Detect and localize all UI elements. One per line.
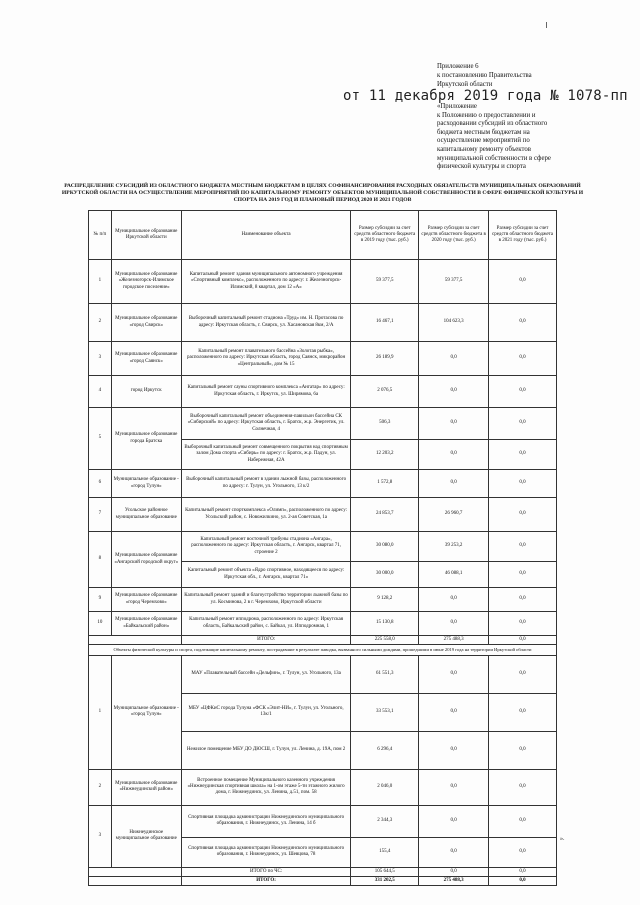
row-object: Капитальный ремонт здания муниципального автономного учреждения «Спортивный комплекс», расположенного по адресу: г. Железногорск-Илимский, 8 квартал, дом 12 «А» xyxy=(181,260,350,304)
row-2021: 0,0 xyxy=(489,408,557,440)
table-row xyxy=(89,588,557,612)
annex-ref-line: капитальному ремонту объектов xyxy=(437,145,531,153)
row-municipality: Муниципальное образование «Железногорск-Илимское городское поселение» xyxy=(111,260,181,304)
total-2021: 0,0 xyxy=(489,636,557,645)
table-row xyxy=(89,304,557,342)
row-2019: 30 000,0 xyxy=(351,562,419,588)
row-2020: 39 253,2 xyxy=(419,532,489,562)
row-2019: 1 572,8 xyxy=(351,470,419,498)
annex-ref-line: к Положению о предоставлении и xyxy=(437,111,536,119)
row-2019: 30 080,0 xyxy=(351,532,419,562)
row-2019: 26 189,9 xyxy=(351,342,419,376)
row-number: 9 xyxy=(89,588,112,612)
row-object: Выборочный капитальный ремонт в здании лыжной базы, расположенного по адресу: г. Тулун, ул. Угольного, 13 к/2 xyxy=(181,470,350,498)
annex-ref-line: расходовании субсидий из областного xyxy=(437,120,548,128)
row-number: 6 xyxy=(89,470,112,498)
row-municipality: Муниципальное образование - «город Тулун» xyxy=(111,655,181,769)
row-number: 2 xyxy=(89,769,112,805)
end-mark: ». xyxy=(560,836,565,842)
annex-line: к постановлению Правительства xyxy=(437,71,532,79)
row-2021: 0,0 xyxy=(489,470,557,498)
table-header-row xyxy=(89,211,557,260)
row-object: Капитальный ремонт объекта «Ядро спортивное, находящееся по адресу: Иркутская обл., г. Ангарск, квартал 71» xyxy=(181,562,350,588)
row-object: Встроенное помещение Муниципального казенного учреждения «Нижнеудинская спортивная школа» на 1-ом этаже 5-ти этажного жилого дома, г. Нижнеудинск, ул. Ленина, д.51, пом. 58 xyxy=(181,769,350,805)
total-2020: 275 488,3 xyxy=(419,877,489,886)
row-2020: 0,0 xyxy=(419,731,489,769)
row-2020: 0,0 xyxy=(419,440,489,470)
row-2021: 0,0 xyxy=(489,498,557,532)
row-object: Выборочный капитальный ремонт совмещенного покрытия над спортивным залом Дома спорта «Сибирь» по адресу: г. Братск, ж.р. Падун, ул. Набережная, 42А xyxy=(181,440,350,470)
table-body xyxy=(89,260,557,886)
empty-cell xyxy=(89,636,182,645)
row-2020: 0,0 xyxy=(419,837,489,867)
total-2019: 225 558,0 xyxy=(351,636,419,645)
row-number: 1 xyxy=(89,260,112,304)
table-row xyxy=(89,655,557,693)
row-number: 1 xyxy=(89,655,112,769)
total-2020: 0,0 xyxy=(419,867,489,876)
annex-line: Иркутской области xyxy=(437,80,493,88)
row-municipality: Муниципальное образование «Байкальский район» xyxy=(111,612,181,636)
row-municipality: Муниципальное образование города Братска xyxy=(111,408,181,470)
row-2020: 46 088,1 xyxy=(419,562,489,588)
row-number: 2 xyxy=(89,304,112,342)
row-2021: 0,0 xyxy=(489,655,557,693)
table-row xyxy=(89,805,557,837)
row-number: 7 xyxy=(89,498,112,532)
row-object: МАУ «Плавательный бассейн «Дельфин», г. Тулун, ул. Угольного, 13а xyxy=(181,655,350,693)
row-object: Спортивная площадка администрации Нижнеудинского муниципального образования, г. Нижнеудинск, ул. Шевцова, 78 xyxy=(181,837,350,867)
row-2019: 9 128,2 xyxy=(351,588,419,612)
row-object: Капитальный ремонт зданий и благоустройство территории лыжной базы по ул. Косминова, 2 в г. Черемхово, Иркутской области xyxy=(181,588,350,612)
annex-header xyxy=(437,63,617,89)
total-label: ИТОГО по ЧС: xyxy=(181,867,350,876)
table-row xyxy=(89,769,557,805)
row-municipality: Муниципальное образование «город Саянск» xyxy=(111,342,181,376)
table-row xyxy=(89,342,557,376)
row-2020: 0,0 xyxy=(419,769,489,805)
col-2019: Размер субсидии за счет средств областного бюджета в 2019 году (тыс. руб.) xyxy=(351,211,419,260)
row-object: Капитальный ремонт плавательного бассейна «Золотая рыбка», расположенного по адресу: Иркутская область, город Саянск, микрорайон «Центральный», дом № 15 xyxy=(181,342,350,376)
col-object: Наименование объекта xyxy=(181,211,350,260)
row-2019: 61 551,3 xyxy=(351,655,419,693)
row-2020: 0,0 xyxy=(419,342,489,376)
section-row xyxy=(89,645,557,656)
annex-ref-line: физической культуры и спорта xyxy=(437,163,526,171)
row-2021: 0,0 xyxy=(489,260,557,304)
row-number: 4 xyxy=(89,376,112,408)
col-municipality: Муниципальное образование Иркутской области xyxy=(111,211,181,260)
row-2021: 0,0 xyxy=(489,693,557,731)
subsidy-table xyxy=(88,210,557,886)
row-2020: 0,0 xyxy=(419,805,489,837)
row-2019: 12 203,2 xyxy=(351,440,419,470)
scan-mark xyxy=(546,22,547,28)
row-2020: 0,0 xyxy=(419,408,489,440)
row-municipality: Муниципальное образование «город Свирск» xyxy=(111,304,181,342)
annex-ref-line: бюджета местным бюджетам на xyxy=(437,128,530,136)
row-2021: 0,0 xyxy=(489,612,557,636)
row-2019: 24 853,7 xyxy=(351,498,419,532)
table-row xyxy=(89,470,557,498)
annex-line: Приложение 6 xyxy=(437,63,479,70)
row-2020: 0,0 xyxy=(419,470,489,498)
row-2020: 0,0 xyxy=(419,655,489,693)
total-row xyxy=(89,636,557,645)
row-2021: 0,0 xyxy=(489,376,557,408)
table-row xyxy=(89,612,557,636)
total-2019: 331 202,5 xyxy=(351,877,419,886)
row-2020: 0,0 xyxy=(419,693,489,731)
row-2021: 0,0 xyxy=(489,588,557,612)
total-2019: 105 644,5 xyxy=(351,867,419,876)
row-2021: 0,0 xyxy=(489,532,557,562)
total-2021: 0,0 xyxy=(489,867,557,876)
row-2021: 0,0 xyxy=(489,769,557,805)
row-object: Капитальный ремонт сауны спортивного комплекса «Ангатар» по адресу: Иркутская область, г. Иркутск, ул. Ширямова, 6а xyxy=(181,376,350,408)
row-object: МБУ «ЦФКиС города Тулуна «ФСК «Элит-НИ», г. Тулун, ул. Угольного, 13к/1 xyxy=(181,693,350,731)
total-2021: 0,0 xyxy=(489,877,557,886)
col-number: № п/п xyxy=(89,211,112,260)
section-note: Объекты физической культуры и спорта, подлежащие капитальному ремонту, пострадавшие в результате паводка, вызванного сильными дождями, прошедшими в июне 2019 года на территории Иркутской области xyxy=(89,645,557,656)
row-2019: 6 296,4 xyxy=(351,731,419,769)
row-2021: 0,0 xyxy=(489,304,557,342)
row-municipality: Нижнеудинское муниципальное образование xyxy=(111,805,181,867)
row-2019: 506,3 xyxy=(351,408,419,440)
row-2021: 0,0 xyxy=(489,440,557,470)
row-2020: 0,0 xyxy=(419,588,489,612)
row-2020: 104 623,3 xyxy=(419,304,489,342)
empty-cell xyxy=(89,867,182,876)
col-2021: Размер субсидии за счет средств областного бюджета в 2021 году (тыс. руб.) xyxy=(489,211,557,260)
table-row xyxy=(89,498,557,532)
row-object: Капитальный ремонт спорткомплекса «Олимп», расположенного по адресу: Усольский район, с. Новожилкино, ул. 2-ая Советская, 1а xyxy=(181,498,350,532)
table-row xyxy=(89,376,557,408)
document-title: РАСПРЕДЕЛЕНИЕ СУБСИДИЙ ИЗ ОБЛАСТНОГО БЮДЖЕТА МЕСТНЫМ БЮДЖЕТАМ В ЦЕЛЯХ СОФИНАНСИРОВАНИЯ РАСХОДНЫХ ОБЯЗАТЕЛЬСТВ МУНИЦИПАЛЬНЫХ ОБРАЗОВАНИЙ ИРКУТСКОЙ ОБЛАСТИ НА ОСУЩЕСТВЛЕНИЕ МЕРОПРИЯТИЙ ПО КАПИТАЛЬНОМУ РЕМОНТУ ОБЪЕКТОВ МУНИЦИПАЛЬНОЙ СОБСТВЕННОСТИ В СФЕРЕ ФИЗИЧЕСКОЙ КУЛЬТУРЫ И СПОРТА НА 2019 ГОД И ПЛАНОВЫЙ ПЕРИОД 2020 И 2021 ГОДОВ xyxy=(61,183,584,204)
row-object: Капитальный ремонт ипподрома, расположенного по адресу: Иркутская область, Байкальский район, с. Байкал, ул. Ипподромная, 1 xyxy=(181,612,350,636)
table-row xyxy=(89,408,557,440)
annex-reference xyxy=(437,103,617,172)
row-municipality: Муниципальное образование «Нижнеудинский район» xyxy=(111,769,181,805)
table-row xyxy=(89,260,557,304)
annex-ref-line: «Приложение xyxy=(437,103,477,110)
row-number: 8 xyxy=(89,532,112,588)
annex-ref-line: осуществление мероприятий по xyxy=(437,137,530,145)
row-2020: 0,0 xyxy=(419,376,489,408)
col-2020: Размер субсидии за счет средств областного бюджета в 2020 году (тыс. руб.) xyxy=(419,211,489,260)
total-label: ИТОГО: xyxy=(181,877,350,886)
row-municipality: Муниципальное образование «Ангарский городской округ» xyxy=(111,532,181,588)
row-2020: 0,0 xyxy=(419,612,489,636)
empty-cell xyxy=(89,877,182,886)
total-label: ИТОГО: xyxy=(181,636,350,645)
row-2019: 2 076,5 xyxy=(351,376,419,408)
row-2019: 59 377,5 xyxy=(351,260,419,304)
row-number: 10 xyxy=(89,612,112,636)
row-object: Нежилое помещение МБУ ДО ДЮСШ, г. Тулун, ул. Ленина, д. 19А, пом 2 xyxy=(181,731,350,769)
row-2019: 33 553,1 xyxy=(351,693,419,731)
row-object: Спортивная площадка администрации Нижнеудинского муниципального образования, г. Нижнеудинск, ул. Ленина, 14 б xyxy=(181,805,350,837)
row-number: 5 xyxy=(89,408,112,470)
row-2019: 16 467,1 xyxy=(351,304,419,342)
row-municipality: Муниципальное образование «город Черемхово» xyxy=(111,588,181,612)
total-2020: 275 488,3 xyxy=(419,636,489,645)
row-object: Выборочный капитальный ремонт объединения-павильон бассейна СК «Сибирский» по адресу: Иркутская область, г. Братск, ж.р. Энергетик, ул. Солнечная, 4 xyxy=(181,408,350,440)
row-object: Капитальный ремонт восточной трибуны стадиона «Ангара», расположенного по адресу: Иркутская область, г. Ангарск, квартал 71, строение 2 xyxy=(181,532,350,562)
row-number: 3 xyxy=(89,805,112,867)
row-2021: 0,0 xyxy=(489,562,557,588)
row-2019: 2 344,3 xyxy=(351,805,419,837)
row-2021: 0,0 xyxy=(489,805,557,837)
row-number: 3 xyxy=(89,342,112,376)
table-row xyxy=(89,532,557,562)
row-municipality: город Иркутск xyxy=(111,376,181,408)
row-2019: 15 130,8 xyxy=(351,612,419,636)
total-row xyxy=(89,877,557,886)
row-2019: 2 046,0 xyxy=(351,769,419,805)
row-2021: 0,0 xyxy=(489,731,557,769)
row-2020: 26 960,7 xyxy=(419,498,489,532)
row-2021: 0,0 xyxy=(489,342,557,376)
row-municipality: Усольское районное муниципальное образование xyxy=(111,498,181,532)
registration-stamp: от 11 декабря 2019 года № 1078-пп xyxy=(343,88,628,104)
row-2021: 0,0 xyxy=(489,837,557,867)
row-2019: 155,4 xyxy=(351,837,419,867)
row-municipality: Муниципальное образование - «город Тулун» xyxy=(111,470,181,498)
total-row xyxy=(89,867,557,876)
row-object: Выборочный капитальный ремонт стадиона «Труд» им. Н. Протасова по адресу: Иркутская область, г. Свирск, ул. Хасановская 8км, 2/А xyxy=(181,304,350,342)
row-2020: 59 377,5 xyxy=(419,260,489,304)
annex-ref-line: муниципальной собственности в сфере xyxy=(437,154,551,162)
